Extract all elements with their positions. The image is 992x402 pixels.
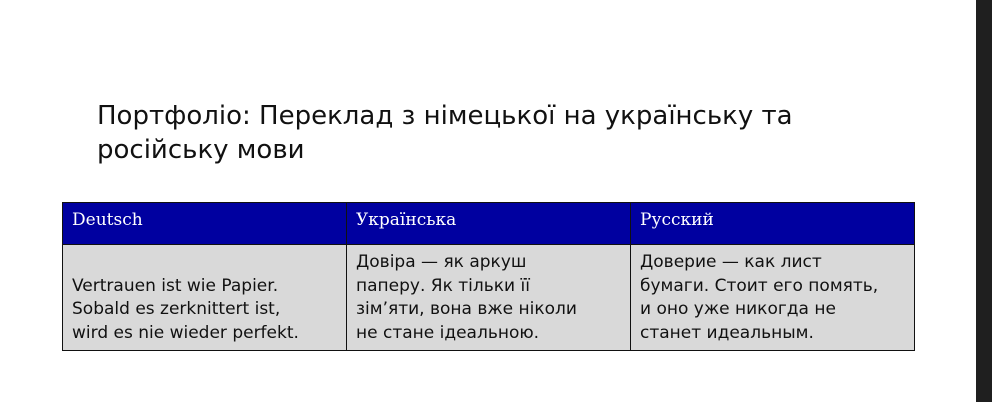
column-header-russian: Русский (631, 203, 915, 245)
title-line-1: Портфоліо: Переклад з німецької на українську та (97, 101, 793, 131)
cell-line: паперу. Як тільки її (356, 275, 530, 296)
cell-line: Sobald es zerknittert ist, (72, 299, 281, 319)
cell-line: зім’яти, вона вже ніколи (356, 299, 577, 319)
column-header-ukrainian: Українська (347, 203, 631, 245)
translation-table (62, 202, 915, 351)
column-header-deutsch: Deutsch (63, 203, 347, 245)
cell-line: Доверие — как лист (640, 252, 822, 272)
cell-ukrainian (347, 245, 631, 351)
cell-line: wird es nie wieder perfekt. (72, 322, 299, 343)
cell-line: Vertrauen ist wie Papier. (72, 275, 279, 296)
cell-line: Довіра — як аркуш (356, 252, 527, 272)
page-title (97, 99, 857, 167)
cell-deutsch (63, 245, 347, 351)
table-row (63, 245, 915, 351)
cell-line: не стане ідеальною. (356, 322, 540, 343)
cell-line: и оно уже никогда не (640, 299, 836, 319)
window-edge (976, 0, 992, 402)
cell-line: станет идеальным. (640, 322, 814, 343)
cell-line: бумаги. Стоит его помять, (640, 275, 879, 296)
cell-russian (631, 245, 915, 351)
title-line-2: російську мови (97, 135, 305, 165)
table-header-row (63, 203, 915, 245)
